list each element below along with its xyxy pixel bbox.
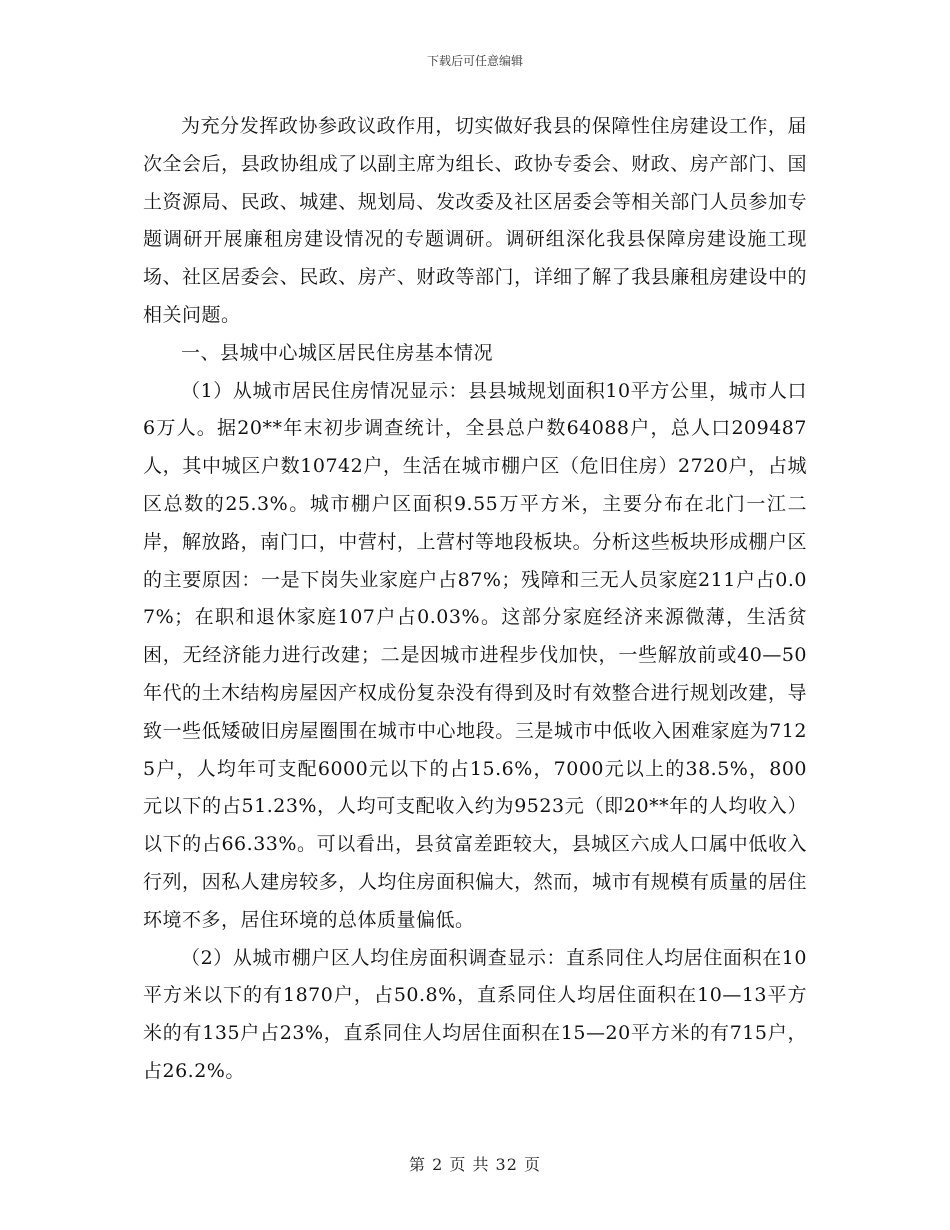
paragraph-item-2: （2）从城市棚户区人均住房面积调查显示：直系同住人均居住面积在10平方米以下的有1870户，占50.8%，直系同住人均居住面积在10—13平方米的有135户占23%，直系同住人均居住面积在15—20平方米的有715户，占26.2%。 [143,946,807,1082]
document-body [143,108,807,1091]
paragraph-intro: 为充分发挥政协参政议政作用，切实做好我县的保障性住房建设工作，届次全会后，县政协组成了以副主席为组长、政协专委会、财政、房产部门、国土资源局、民政、城建、规划局、发改委及社区居委会等相关部门人员参加专题调研开展廉租房建设情况的专题调研。调研组深化我县保障房建设施工现场、社区居委会、民政、房产、财政等部门，详细了解了我县廉租房建设中的相关问题。 [143,115,807,326]
paragraph-item-1: （1）从城市居民住房情况显示：县县城规划面积10平方公里，城市人口6万人。据20**年末初步调查统计，全县总户数64088户，总人口209487人，其中城区户数10742户，生活在城市棚户区（危旧住房）2720户，占城区总数的25.3%。城市棚户区面积9.55万平方米，主要分布在北门一江二岸，解放路，南门口，中营村，上营村等地段板块。分析这些板块形成棚户区的主要原因：一是下岗失业家庭户占87%；残障和三无人员家庭211户占0.07%；在职和退休家庭107户占0.03%。这部分家庭经济来源微薄，生活贫困，无经济能力进行改建；二是因城市进程步伐加快，一些解放前或40—50年代的土木结构房屋因产权成份复杂没有得到及时有效整合进行规划改建，导致一些低矮破旧房屋圈围在城市中心地段。三是城市中低收入困难家庭为7125户，人均年可支配6000元以下的占15.6%，7000元以上的38.5%，800元以下的占51.23%，人均可支配收入约为9523元（即20**年的人均收入）以下的占66.33%。可以看出，县贫富差距较大，县城区六成人口属中低收入行列，因私人建房较多，人均住房面积偏大，然而，城市有规模有质量的居住环境不多，居住环境的总体质量偏低。 [143,379,807,931]
page-header: 下载后可任意编辑 [426,54,523,68]
section-heading: 一、县城中心城区居民住房基本情况 [181,341,494,364]
page-number-footer: 第 2 页 共 32 页 [409,1155,541,1174]
